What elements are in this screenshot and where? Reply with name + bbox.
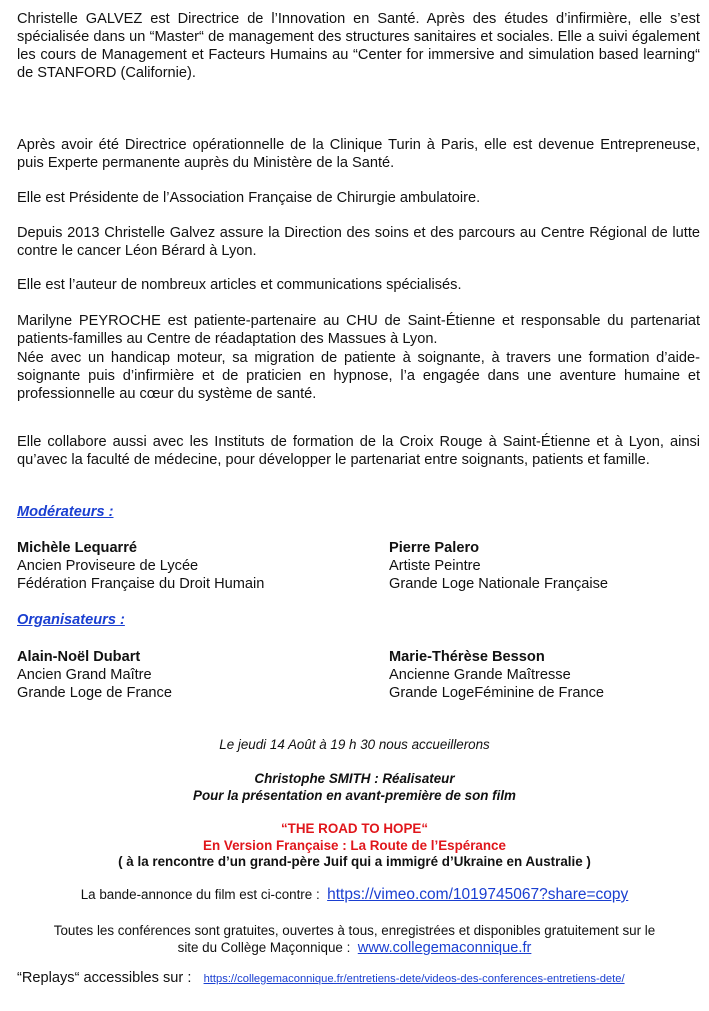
moderators-heading: Modérateurs : xyxy=(17,504,114,520)
moderator-1-org: Fédération Française du Droit Humain xyxy=(17,576,265,592)
free-conferences-note xyxy=(0,922,709,957)
trailer-label: La bande-annonce du film est ci-contre : xyxy=(80,887,320,902)
event-guest-line: Christophe SMITH : Réalisateur xyxy=(254,771,455,786)
replays-link[interactable]: https://collegemaconnique.fr/entretiens-dete/videos-des-conferences-entretiens-dete/ xyxy=(203,973,625,985)
moderator-1 xyxy=(17,539,264,593)
bio-paragraph-6: Marilyne PEYROCHE est patiente-partenaire au CHU de Saint-Étienne et responsable du partenariat patients-familles au Centre de réadaptation des Massues à Lyon. xyxy=(17,313,700,347)
free-text-line-2: site du Collège Maçonnique : xyxy=(177,940,351,955)
film-title-fr: En Version Française : La Route de l’Espérance xyxy=(203,838,506,853)
bio-paragraph-7: Née avec un handicap moteur, sa migration de patiente à soignante, à travers une formation d’aide-soignante puis d’infirmière et de praticien en hypnose, l’a engagée dans une aventure humaine et professionnelle au cœur du système de santé. xyxy=(17,350,700,402)
trailer-line xyxy=(0,887,709,904)
replays-line xyxy=(17,970,625,986)
organizer-1-role: Ancien Grand Maître xyxy=(17,667,152,683)
organizer-2-org: Grande LogeFéminine de France xyxy=(389,685,604,701)
event-date-line: Le jeudi 14 Août à 19 h 30 nous accueillerons xyxy=(219,737,490,752)
event-purpose-line: Pour la présentation en avant-première de son film xyxy=(193,788,516,803)
bio-paragraph-2: Après avoir été Directrice opérationnelle de la Clinique Turin à Paris, elle est devenue Entrepreneuse, puis Experte permanente auprès du Ministère de la Santé. xyxy=(17,137,700,171)
moderator-2-name: Pierre Palero xyxy=(389,540,480,556)
organizer-1-org: Grande Loge de France xyxy=(17,685,172,701)
moderator-2 xyxy=(389,539,608,593)
college-website-link[interactable]: www.collegemaconnique.fr xyxy=(357,940,532,956)
film-title: “THE ROAD TO HOPE“ xyxy=(280,821,429,836)
organizer-2 xyxy=(389,648,604,702)
bio-paragraph-1: Christelle GALVEZ est Directrice de l’Innovation en Santé. Après des études d’infirmière, elle s’est spécialisée dans un “Master“ de management des structures sanitaires et sociales. Elle a suivi également les cours de Management et Facteurs Humains au “Center for immersive and simulation based learning“ de STANFORD (Californie). xyxy=(17,11,700,81)
bio-paragraph-5: Elle est l’auteur de nombreux articles et communications spécialisés. xyxy=(17,277,462,293)
film-tagline: ( à la rencontre d’un grand-père Juif qui a immigré d’Ukraine en Australie ) xyxy=(118,854,591,869)
moderator-2-role: Artiste Peintre xyxy=(389,558,481,574)
moderator-2-org: Grande Loge Nationale Française xyxy=(389,576,609,592)
moderator-1-role: Ancien Proviseure de Lycée xyxy=(17,558,199,574)
organizers-heading: Organisateurs : xyxy=(17,612,125,628)
moderator-1-name: Michèle Lequarré xyxy=(17,540,138,556)
free-text-line-1: Toutes les conférences sont gratuites, ouvertes à tous, enregistrées et disponibles gratuitement sur le xyxy=(53,923,656,938)
bio-paragraph-4: Depuis 2013 Christelle Galvez assure la Direction des soins et des parcours au Centre Régional de lutte contre le cancer Léon Bérard à Lyon. xyxy=(17,225,700,259)
organizer-2-role: Ancienne Grande Maîtresse xyxy=(389,667,571,683)
organizer-2-name: Marie-Thérèse Besson xyxy=(389,649,545,665)
bio-paragraph-3: Elle est Présidente de l’Association Française de Chirurgie ambulatoire. xyxy=(17,190,481,206)
trailer-link[interactable]: https://vimeo.com/1019745067?share=copy xyxy=(327,886,629,903)
bio-paragraph-8: Elle collabore aussi avec les Instituts de formation de la Croix Rouge à Saint-Étienne et à Lyon, ainsi qu’avec la faculté de médecine, pour développer le partenariat entre soignants, patients et famille. xyxy=(17,434,700,468)
organizer-1 xyxy=(17,648,172,702)
replays-colon: : xyxy=(187,970,192,986)
replays-label: “Replays“ accessibles sur xyxy=(17,970,184,986)
organizer-1-name: Alain-Noël Dubart xyxy=(17,649,141,665)
